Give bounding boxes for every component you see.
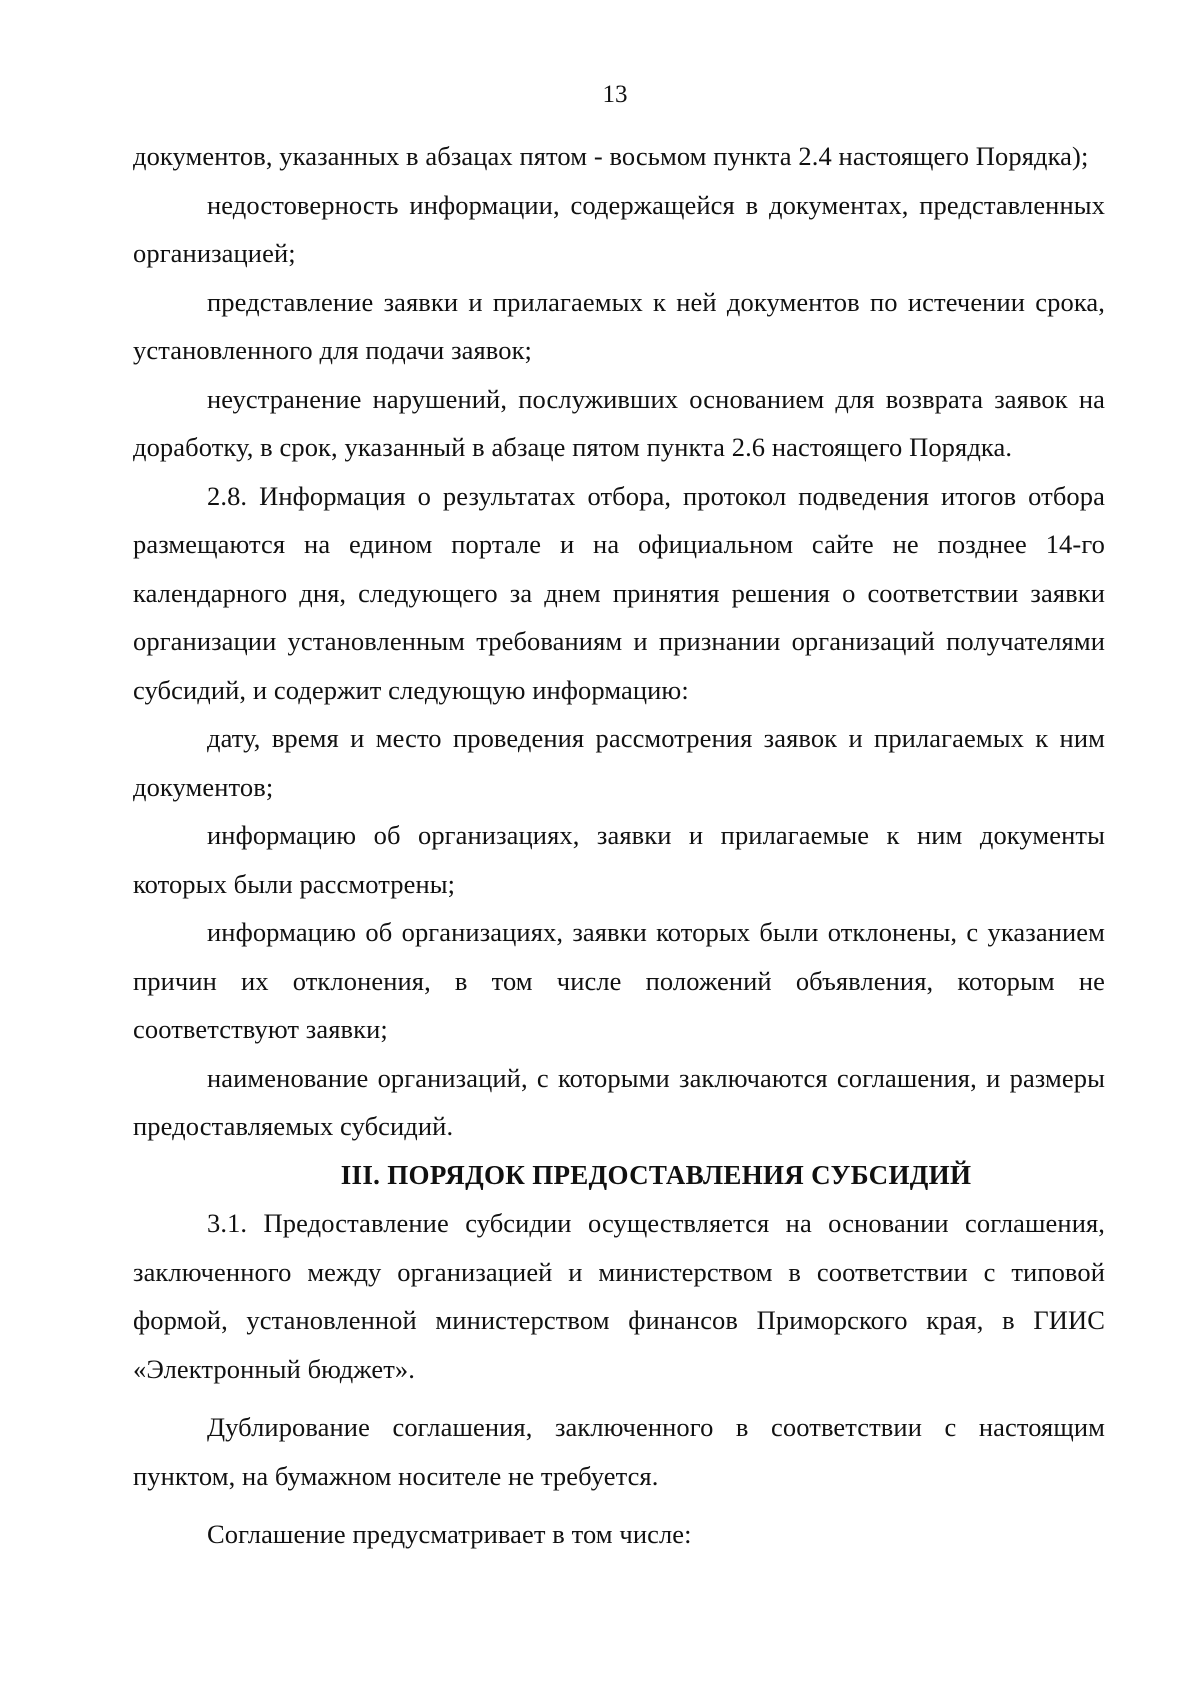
paragraph-agreement-provides: Соглашение предусматривает в том числе:	[207, 1519, 692, 1549]
paragraph-agreement-organizations: наименование организаций, с которыми заключаются соглашения, и размеры предоставляемых субсидий.	[133, 1062, 1105, 1141]
paragraph-3-1-subsidy-agreement: 3.1. Предоставление субсидии осуществляется на основании соглашения, заключенного между организацией и министерством в соответствии с типовой формой, установленной министерством финансов Приморского края, в ГИИС «Электронный бюджет».	[133, 1208, 1105, 1384]
paragraph-uncorrected-violations: неустранение нарушений, послуживших основанием для возврата заявок на доработку, в срок, указанный в абзаце пятом пункта 2.6 настоящего Порядка.	[133, 383, 1105, 462]
paragraph-date-time-place: дату, время и место проведения рассмотрения заявок и прилагаемых к ним документов;	[133, 723, 1105, 802]
paragraph-rejected-organizations: информацию об организациях, заявки которых были отклонены, с указанием причин их отклонения, в том числе положений объявления, которым не соответствуют заявки;	[133, 917, 1105, 1044]
paragraph-unreliable-info: недостоверность информации, содержащейся в документах, представленных организацией;	[133, 189, 1105, 268]
paragraph-paper-duplication: Дублирование соглашения, заключенного в соответствии с настоящим пунктом, на бумажном носителе не требуется.	[133, 1412, 1105, 1491]
paragraph-reviewed-organizations: информацию об организациях, заявки и прилагаемые к ним документы которых были рассмотрены;	[133, 820, 1105, 899]
page-number: 13	[602, 81, 628, 108]
section-heading: III. ПОРЯДОК ПРЕДОСТАВЛЕНИЯ СУБСИДИЙ	[340, 1159, 972, 1190]
paragraph-late-submission: представление заявки и прилагаемых к ней документов по истечении срока, установленного для подачи заявок;	[133, 286, 1105, 365]
paragraph-2-8-selection-results: 2.8. Информация о результатах отбора, протокол подведения итогов отбора размещаются на едином портале и на официальном сайте не позднее 14-го календарного дня, следующего за днем принятия решения о соответствии заявки организации установленным требованиям и признании организаций получателями субсидий, и содержит следующую информацию:	[133, 480, 1105, 705]
paragraph-documents-continuation: документов, указанных в абзацах пятом - восьмом пункта 2.4 настоящего Порядка);	[133, 141, 1089, 171]
document-body	[133, 132, 1105, 1559]
